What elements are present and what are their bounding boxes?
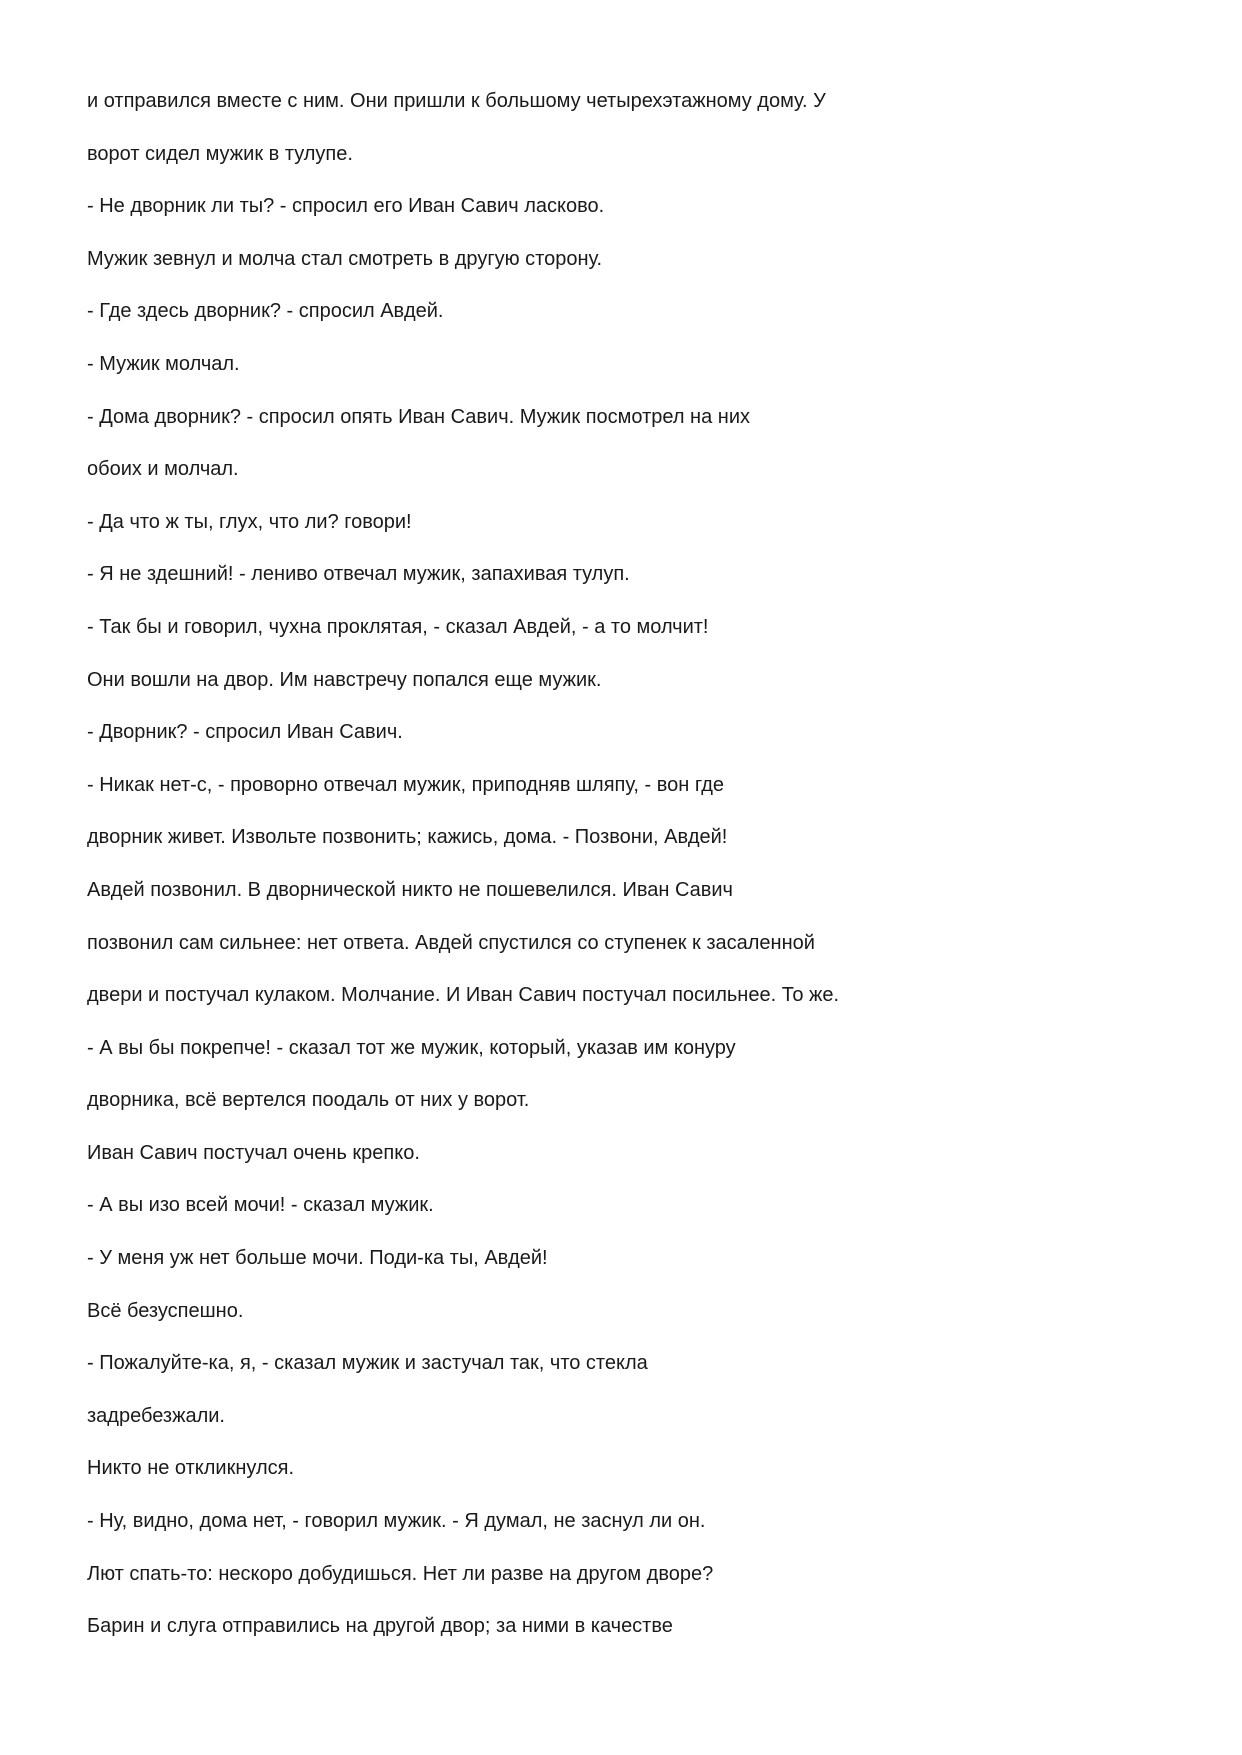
text-line: Они вошли на двор. Им навстречу попался еще мужик. [87,668,602,691]
text-line: - Дома дворник? - спросил опять Иван Савич. Мужик посмотрел на них [87,405,750,428]
text-line: Мужик зевнул и молча стал смотреть в другую сторону. [87,247,603,270]
text-line: - Дворник? - спросил Иван Савич. [87,721,403,744]
document-text [87,84,1167,1662]
text-line: Лют спать-то: нескоро добудишься. Нет ли разве на другом дворе? [87,1562,714,1585]
text-line: Иван Савич постучал очень крепко. [87,1141,420,1164]
text-line: ворот сидел мужик в тулупе. [87,142,353,165]
text-line: Барин и слуга отправились на другой двор; за ними в качестве [87,1615,673,1638]
text-line: - А вы бы покрепче! - сказал тот же мужик, который, указав им конуру [87,1036,736,1059]
text-line: Никто не откликнулся. [87,1457,295,1480]
text-line: двери и постучал кулаком. Молчание. И Иван Савич постучал посильнее. То же. [87,984,840,1007]
text-line: обоих и молчал. [87,458,239,481]
text-line: - Мужик молчал. [87,352,240,375]
text-line: - Я не здешний! - лениво отвечал мужик, запахивая тулуп. [87,563,630,586]
text-line: - Где здесь дворник? - спросил Авдей. [87,300,444,323]
text-line: - Так бы и говорил, чухна проклятая, - сказал Авдей, - а то молчит! [87,615,709,638]
text-line: и отправился вместе с ним. Они пришли к большому четырехэтажному дому. У [87,90,826,112]
text-line: - Да что ж ты, глух, что ли? говори! [87,510,412,533]
text-line: дворник живет. Извольте позвонить; кажись, дома. - Позвони, Авдей! [87,826,728,849]
text-line: - У меня уж нет больше мочи. Поди-ка ты, Авдей! [87,1247,548,1270]
text-line: - Не дворник ли ты? - спросил его Иван Савич ласково. [87,195,605,218]
text-line: - А вы изо всей мочи! - сказал мужик. [87,1194,434,1217]
text-line: - Никак нет-с, - проворно отвечал мужик, приподняв шляпу, - вон где [87,773,725,796]
text-line: - Ну, видно, дома нет, - говорил мужик. - Я думал, не заснул ли он. [87,1510,706,1533]
text-line: позвонил сам сильнее: нет ответа. Авдей спустился со ступенек к засаленной [87,931,815,954]
text-line: Авдей позвонил. В дворнической никто не пошевелился. Иван Савич [87,878,733,901]
text-line: дворника, всё вертелся поодаль от них у ворот. [87,1089,530,1112]
text-line: - Пожалуйте-ка, я, - сказал мужик и застучал так, что стекла [87,1352,648,1375]
text-line: Всё безуспешно. [87,1299,244,1322]
text-line: задребезжали. [87,1404,225,1427]
